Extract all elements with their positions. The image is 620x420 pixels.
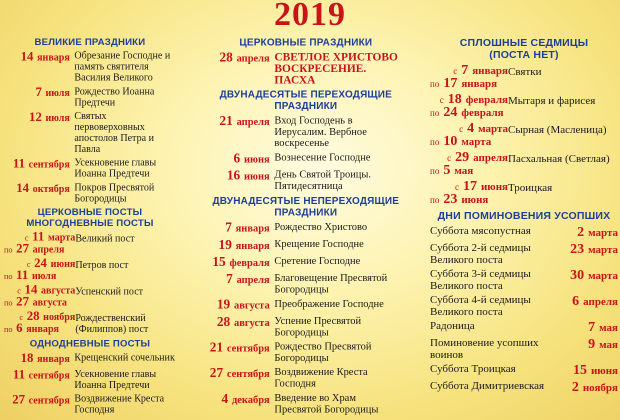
range-end — [430, 77, 508, 90]
fixed-feasts-list — [206, 221, 406, 415]
entry-name: Святых первоверховных апостолов Петра и Павла — [74, 110, 154, 155]
month-name: марта — [588, 227, 618, 239]
day-number: 24 — [443, 105, 458, 120]
month-name: мая — [454, 165, 474, 177]
calendar-entry — [206, 255, 406, 269]
column-church-feasts — [206, 34, 406, 418]
day-number: 4 — [467, 121, 475, 136]
entry-name: Вход Господень в Иерусалим. Вербное воскресенье — [274, 114, 367, 150]
entry-name: Успение Пресвятой Богородицы — [274, 315, 362, 339]
month-name: марта — [478, 123, 508, 135]
month-name: апреля — [236, 274, 270, 286]
month-name: мая — [599, 339, 618, 351]
month-name: января — [26, 323, 59, 335]
range-prefix: по — [4, 271, 13, 281]
entry-name: Суббота мясопустная — [430, 225, 531, 237]
day-number: 17 — [462, 179, 477, 194]
day-number: 15 — [212, 255, 226, 270]
entry-date — [206, 341, 274, 355]
month-name: сентября — [226, 368, 270, 380]
month-name: мая — [599, 322, 618, 334]
month-name: июля — [45, 87, 70, 99]
month-name: марта — [588, 244, 618, 256]
entry-date — [4, 369, 74, 383]
range-prefix: по — [430, 195, 440, 205]
entry-date — [548, 242, 618, 257]
calendar-entry — [4, 393, 176, 415]
calendar-entry — [4, 182, 176, 204]
range-prefix: с — [24, 233, 29, 243]
calendar-entry — [206, 115, 406, 149]
month-name: января — [37, 354, 70, 365]
entry-name: Суббота Троицкая — [430, 363, 516, 375]
month-name: апреля — [473, 152, 508, 164]
day-number: 6 — [16, 322, 23, 336]
entry-name: Петров пост — [75, 259, 129, 271]
date-range-entry — [430, 93, 618, 119]
day-number: 30 — [570, 268, 585, 283]
day-number: 5 — [443, 163, 451, 178]
entry-name: Воздвижение Креста Господня — [74, 393, 165, 416]
day-number: 6 — [233, 151, 241, 167]
day-number: 14 — [24, 283, 38, 298]
day-number: 7 — [226, 272, 233, 287]
entry-name: Обрезание Господне и память святителя Василия Великого — [74, 50, 171, 84]
month-name: августа — [234, 300, 270, 312]
range-prefix: с — [19, 312, 24, 322]
day-number: 12 — [29, 110, 42, 125]
day-number: 11 — [32, 230, 45, 245]
date-range — [4, 231, 75, 255]
range-prefix: по — [430, 79, 440, 89]
range-prefix: с — [439, 95, 444, 105]
month-name: ноября — [43, 311, 76, 323]
entry-date — [4, 352, 74, 366]
month-name: июня — [50, 258, 76, 270]
entry-name: Святки — [508, 66, 542, 78]
entry-name: Суббота 2-й седмицы Великого поста — [430, 242, 531, 266]
entry-name: Великий пост — [75, 233, 135, 245]
entry-date — [4, 393, 74, 407]
range-prefix: по — [4, 324, 13, 334]
range-end — [4, 323, 75, 335]
range-end — [4, 296, 75, 308]
range-prefix: с — [454, 182, 459, 192]
date-range — [430, 180, 508, 206]
entry-date — [206, 298, 274, 312]
day-number: 7 — [588, 320, 596, 335]
calendar-entry — [206, 169, 406, 192]
entry-date — [206, 115, 274, 129]
easter-name: СВЕТЛОЕ ХРИСТОВО ВОСКРЕСЕНИЕ. ПАСХА — [274, 50, 398, 87]
month-name: марта — [461, 136, 492, 148]
entry-date — [548, 380, 618, 395]
day-number: 14 — [20, 50, 34, 65]
day-number: 9 — [588, 337, 596, 352]
day-number: 2 — [571, 380, 579, 395]
entry-name: Благовещение Пресвятой Богородицы — [274, 272, 388, 296]
entry-date — [206, 255, 274, 269]
calendar-entry — [4, 157, 176, 179]
calendar-entry — [206, 221, 406, 235]
day-number: 21 — [209, 341, 224, 356]
calendar-entry — [206, 273, 406, 296]
entry-name: Рождественский (Филиппов) пост — [75, 312, 149, 335]
month-name: июля — [31, 270, 57, 282]
entry-date — [548, 320, 618, 335]
entry-name: Рождество Христово — [274, 221, 368, 233]
day-number: 28 — [216, 315, 231, 330]
oneday-fasts-list — [4, 352, 176, 415]
calendar-entry — [206, 392, 406, 415]
month-name: декабря — [231, 394, 270, 406]
range-end — [430, 164, 508, 177]
range-prefix: по — [430, 108, 440, 118]
month-name: июля — [45, 112, 70, 124]
day-number: 29 — [455, 150, 470, 165]
month-name: января — [235, 240, 270, 252]
entry-date — [548, 268, 618, 283]
entry-name: Крещение Господне — [274, 238, 364, 250]
range-prefix: с — [17, 286, 21, 296]
month-name: ноября — [582, 382, 618, 394]
day-number: 11 — [12, 157, 26, 172]
memorial-entry — [430, 337, 618, 361]
month-name: сентября — [28, 370, 70, 382]
calendar-entry — [206, 298, 406, 312]
entry-name: Усекновение главы Иоанна Предтечи — [74, 157, 157, 180]
day-number: 17 — [443, 76, 458, 91]
day-number: 27 — [209, 366, 224, 381]
day-number: 4 — [221, 392, 229, 407]
range-end — [430, 106, 508, 119]
calendar-entry — [4, 369, 176, 391]
month-name: июня — [243, 153, 270, 166]
day-number: 18 — [20, 352, 34, 366]
range-prefix: с — [459, 124, 464, 134]
memorial-entry — [430, 363, 618, 378]
entry-name: Рождество Иоанна Предтечи — [74, 86, 155, 109]
range-end — [430, 193, 508, 206]
date-range-entry — [430, 64, 618, 90]
day-number: 7 — [461, 63, 469, 78]
church-feasts-heading: ЦЕРКОВНЫЕ ПРАЗДНИКИ — [239, 36, 373, 49]
day-number: 16 — [226, 168, 241, 184]
month-name: апреля — [32, 244, 65, 256]
entry-name: Введение во Храм Пресвятой Богородицы — [274, 392, 379, 416]
month-name: января — [461, 78, 498, 90]
range-prefix: по — [4, 245, 13, 255]
entry-date — [206, 273, 274, 287]
entry-name: Поминовение усопших воинов — [430, 337, 539, 361]
memorial-days-heading: ДНИ ПОМИНОВЕНИЯ УСОПШИХ — [437, 210, 611, 222]
entry-date — [4, 50, 74, 64]
date-range — [430, 93, 508, 119]
multiday-fasts-list — [4, 231, 176, 334]
great-feasts-heading: ВЕЛИКИЕ ПРАЗДНИКИ — [34, 36, 146, 48]
range-prefix: с — [447, 153, 452, 163]
entry-name: Сырная (Масленица) — [508, 124, 607, 136]
day-number: 10 — [443, 134, 458, 149]
entry-name: День Святой Троицы. Пятидесятница — [274, 168, 372, 192]
calendar-entry — [206, 238, 406, 252]
date-range-entry — [430, 180, 618, 206]
memorial-entry — [430, 380, 618, 395]
month-name: октября — [32, 183, 70, 195]
day-number: 7 — [225, 221, 232, 236]
oneday-fasts-heading: ОДНОДНЕВНЫЕ ПОСТЫ — [29, 338, 151, 350]
entry-name: Мытаря и фарисея — [508, 95, 596, 107]
month-name: сентября — [28, 395, 70, 407]
month-name: августа — [32, 297, 67, 309]
entry-date — [206, 238, 274, 252]
day-number: 27 — [16, 242, 29, 257]
calendar-entry — [4, 86, 176, 108]
day-number: 18 — [447, 92, 462, 107]
range-prefix: с — [453, 66, 458, 76]
date-range-entry — [4, 258, 176, 282]
date-range-entry — [4, 311, 176, 335]
fast-free-weeks-list — [430, 64, 618, 206]
entry-name: Преображение Господне — [274, 298, 384, 310]
day-number: 23 — [570, 242, 585, 257]
range-prefix: по — [430, 137, 440, 147]
date-range — [430, 122, 508, 148]
calendar-year: 2019 — [274, 0, 346, 33]
month-name: января — [37, 52, 70, 64]
month-name: сентября — [28, 159, 70, 171]
day-number: 2 — [577, 225, 585, 240]
range-prefix: по — [4, 298, 13, 308]
date-range-entry — [4, 285, 176, 309]
entry-name: Воздвижение Креста Господня — [274, 366, 368, 390]
range-end — [4, 243, 75, 255]
entry-date — [548, 337, 618, 352]
month-name: марта — [47, 232, 76, 244]
day-number: 11 — [16, 268, 29, 283]
date-range — [4, 311, 75, 335]
day-number: 14 — [16, 182, 30, 196]
entry-date — [206, 169, 274, 183]
day-number: 27 — [16, 295, 29, 310]
month-name: апреля — [236, 116, 270, 129]
fast-free-weeks-heading: СПЛОШНЫЕ СЕДМИЦЫ (ПОСТА НЕТ) — [459, 37, 589, 61]
memorial-days-list — [430, 225, 618, 395]
month-name: августа — [234, 317, 270, 329]
entry-name: Крещенский сочельник — [74, 352, 175, 364]
month-name: февраля — [461, 107, 504, 119]
month-name: февраля — [465, 94, 508, 106]
easter-entry — [206, 51, 406, 85]
multiday-fasts-heading: ЦЕРКОВНЫЕ ПОСТЫ МНОГОДНЕВНЫЕ ПОСТЫ — [26, 206, 154, 229]
memorial-entry — [430, 242, 618, 266]
entry-name: Суббота 4-й седмицы Великого поста — [430, 294, 531, 318]
great-feasts-list — [4, 50, 176, 204]
month-name: марта — [588, 270, 618, 282]
moving-feasts-list — [206, 115, 406, 192]
memorial-entry — [430, 225, 618, 240]
entry-date — [4, 111, 74, 125]
entry-name: Суббота 3-й седмицы Великого поста — [430, 268, 531, 292]
day-number: 6 — [572, 294, 580, 309]
entry-name: Суббота Димитриевская — [430, 380, 545, 392]
day-number: 15 — [572, 363, 587, 378]
memorial-entry — [430, 320, 618, 335]
memorial-entry — [430, 294, 618, 318]
entry-name: Усекновение главы Иоанна Предтечи — [74, 368, 157, 391]
entry-date — [206, 315, 274, 329]
entry-name: Радоница — [430, 320, 475, 332]
month-name: июня — [243, 170, 270, 183]
day-number: 21 — [219, 114, 233, 130]
month-name: января — [472, 65, 508, 77]
moving-feasts-heading: ДВУНАДЕСЯТЫЕ ПЕРЕХОДЯЩИЕ ПРАЗДНИКИ — [219, 89, 392, 112]
day-number: 24 — [34, 257, 47, 271]
date-range — [430, 64, 508, 90]
date-range-entry — [430, 151, 618, 177]
date-range — [430, 151, 508, 177]
easter-date — [206, 51, 274, 65]
month-name: сентября — [226, 342, 270, 355]
entry-name: Сретение Господне — [274, 255, 361, 267]
calendar-entry — [206, 367, 406, 390]
entry-date — [206, 152, 274, 166]
calendar-entry — [206, 315, 406, 338]
calendar-entry — [4, 111, 176, 155]
entry-date — [206, 392, 274, 406]
calendar-entry — [4, 352, 176, 366]
entry-date — [4, 86, 74, 100]
entry-date — [206, 367, 274, 381]
entry-date — [4, 182, 74, 196]
month-name: июня — [480, 181, 508, 193]
date-range — [4, 285, 75, 309]
date-range-entry — [4, 231, 176, 255]
month-name: февраля — [229, 257, 270, 269]
day-number: 28 — [219, 51, 233, 66]
range-prefix: с — [26, 259, 31, 269]
fixed-feasts-heading: ДВУНАДЕСЯТЫЕ НЕПЕРЕХОДЯЩИЕ ПРАЗДНИКИ — [212, 195, 400, 219]
entry-date — [548, 225, 618, 240]
month-name: января — [235, 223, 270, 235]
entry-name: Троицкая — [508, 182, 553, 194]
column-weeks-and-memorial — [430, 34, 618, 397]
column-great-feasts-and-fasts — [4, 34, 176, 418]
entry-name: Покров Пресвятой Богородицы — [74, 182, 155, 205]
date-range-entry — [430, 122, 618, 148]
day-number: 19 — [218, 238, 232, 253]
date-range — [4, 258, 75, 282]
day-number: 7 — [35, 86, 42, 100]
entry-date — [548, 294, 618, 309]
calendar-entry — [206, 341, 406, 364]
entry-date — [206, 221, 274, 235]
entry-date — [548, 363, 618, 378]
entry-name: Вознесение Господне — [274, 151, 371, 164]
calendar-entry — [4, 50, 176, 83]
month-name: июня — [461, 194, 489, 206]
entry-date — [4, 157, 74, 171]
day-number: 27 — [12, 393, 26, 408]
month-name: апреля — [583, 296, 618, 308]
month-name: августа — [41, 285, 76, 297]
calendar-entry — [206, 152, 406, 166]
entry-name: Рождество Пресвятой Богородицы — [274, 341, 372, 364]
range-end — [430, 135, 508, 148]
day-number: 28 — [26, 310, 40, 324]
day-number: 11 — [12, 368, 26, 383]
month-name: апреля — [236, 53, 270, 65]
entry-name: Успенский пост — [75, 286, 144, 298]
entry-name: Пасхальная (Светлая) — [508, 153, 610, 165]
day-number: 19 — [216, 298, 231, 313]
range-prefix: по — [430, 166, 440, 176]
day-number: 23 — [443, 192, 458, 207]
month-name: июня — [590, 365, 618, 377]
memorial-entry — [430, 268, 618, 292]
range-end — [4, 270, 75, 282]
